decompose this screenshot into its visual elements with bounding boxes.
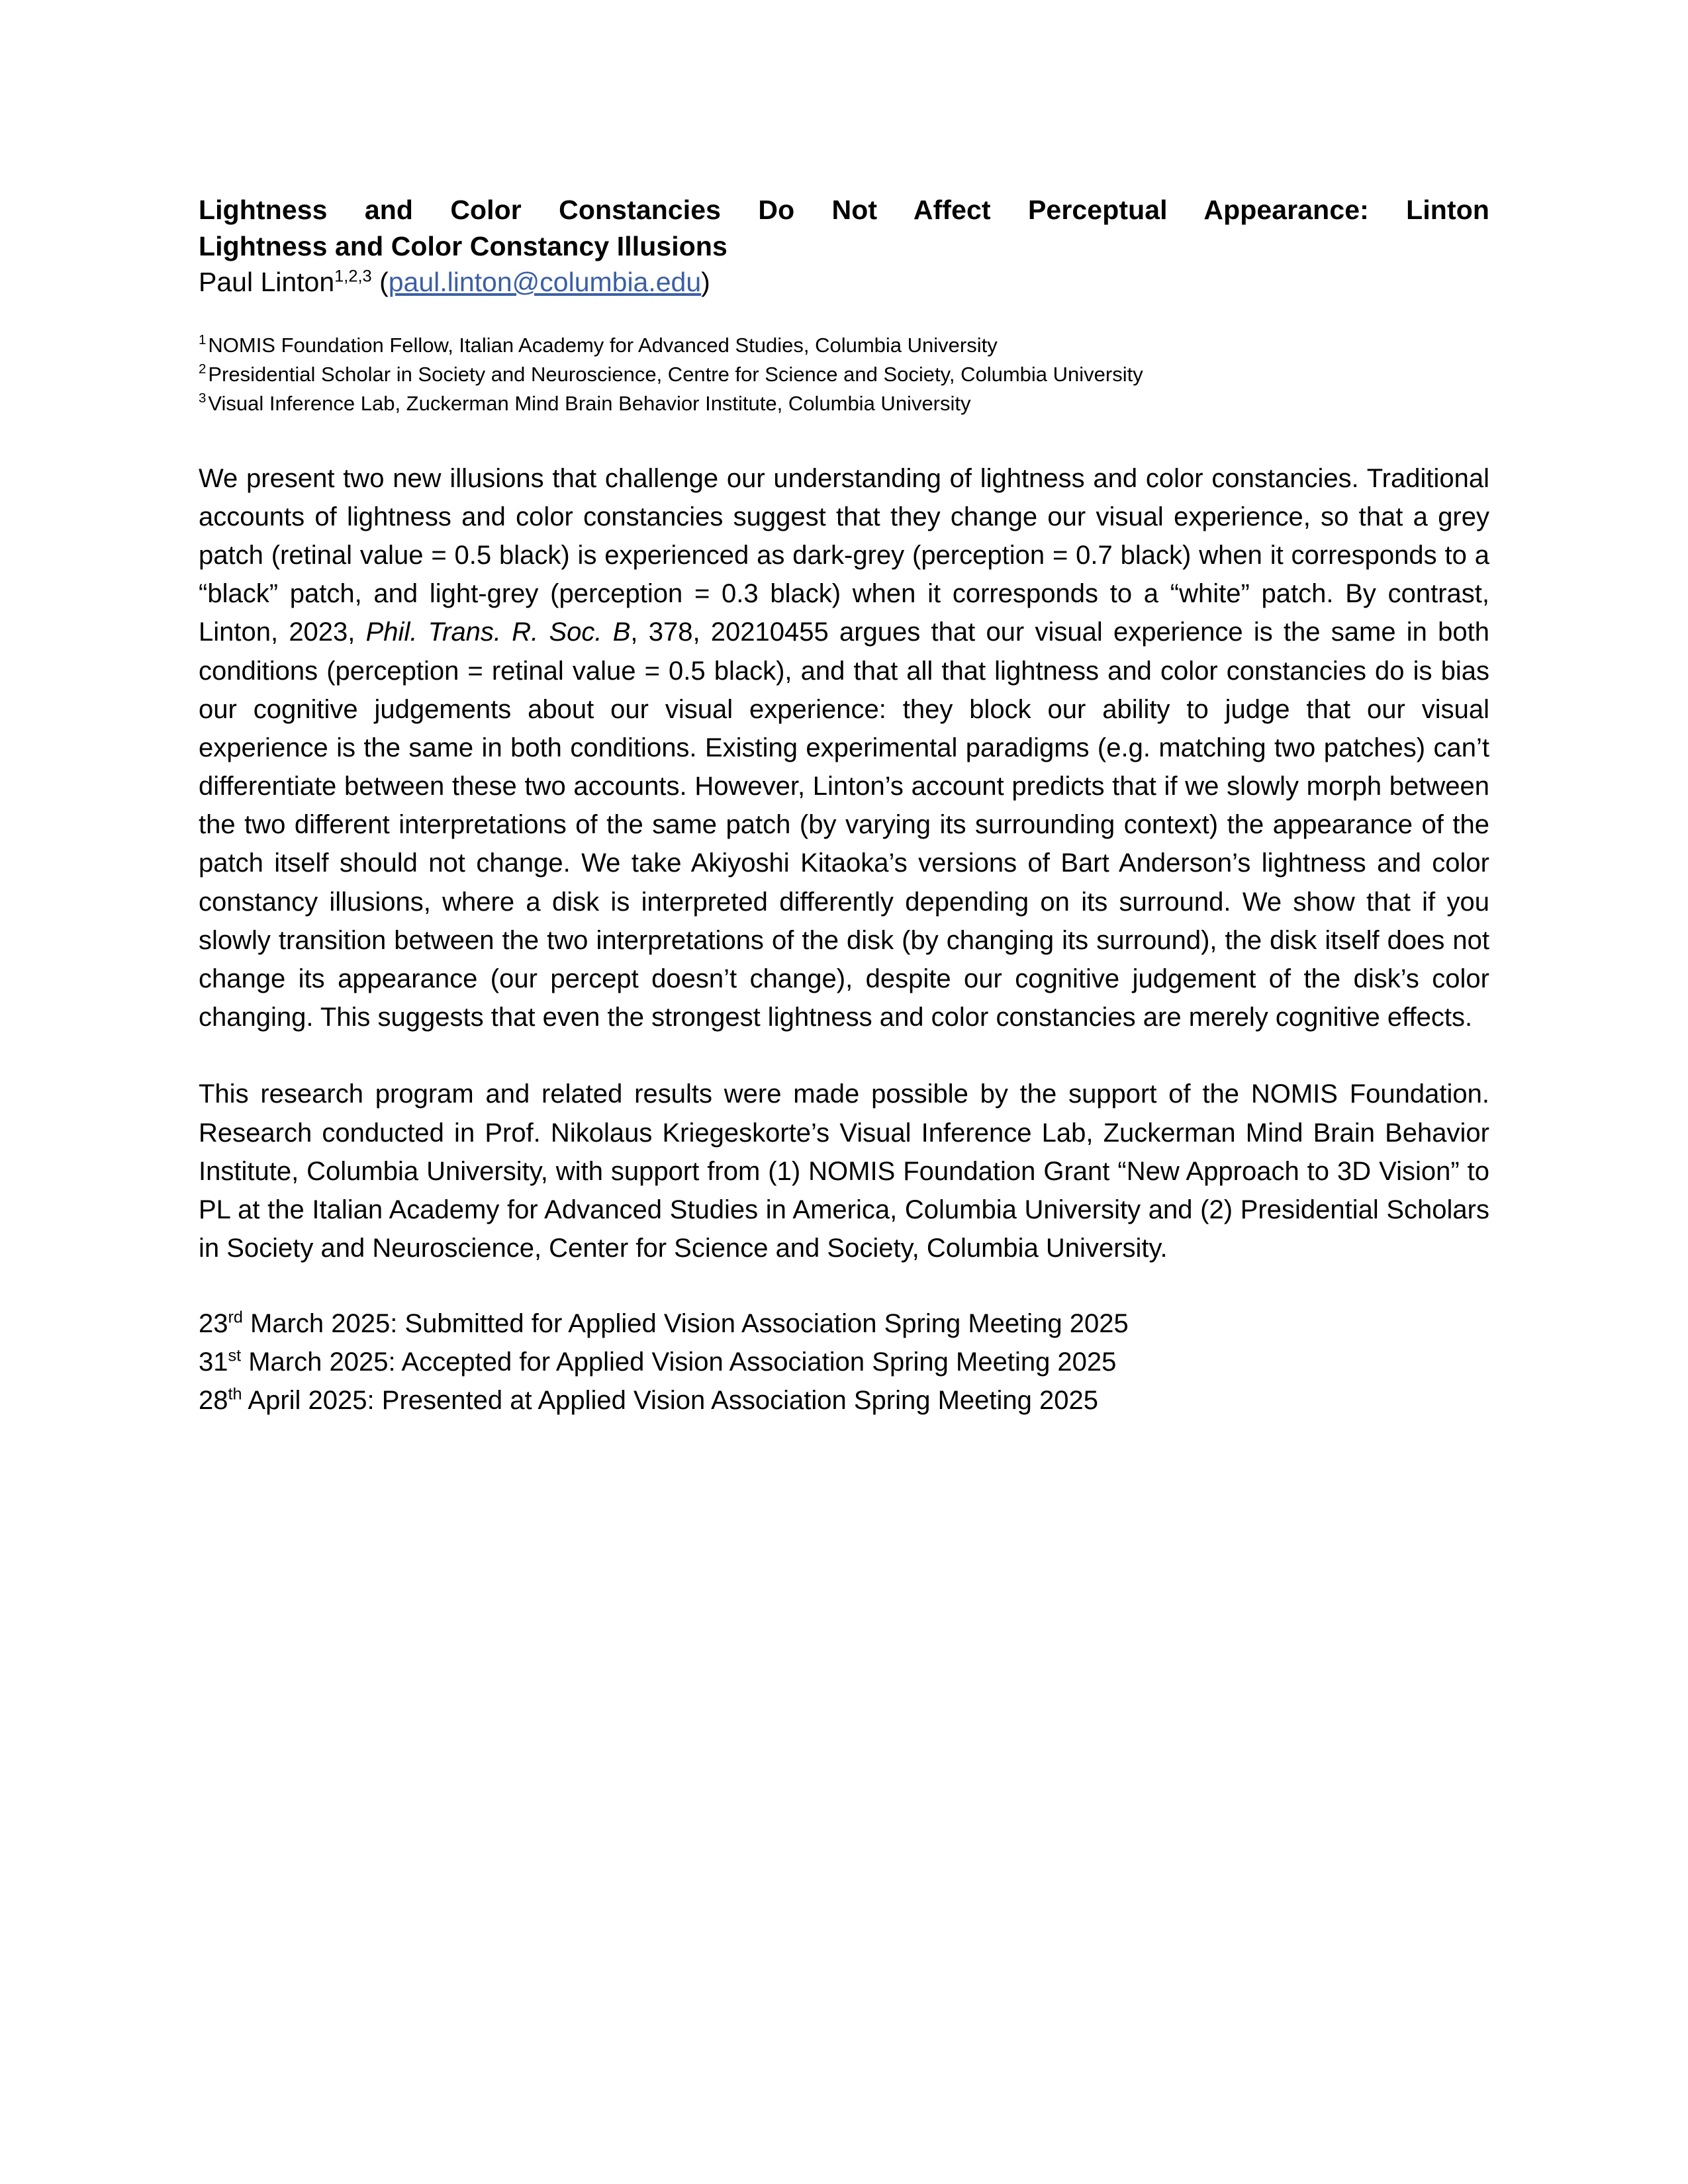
date-rest: March 2025: Accepted for Applied Vision Association Spring Meeting 2025 — [241, 1347, 1117, 1377]
affiliation-text: Presidential Scholar in Society and Neuroscience, Centre for Science and Society, Columbia University — [208, 362, 1143, 386]
dates-block — [199, 1304, 1489, 1420]
date-rest: April 2025: Presented at Applied Vision Association Spring Meeting 2025 — [242, 1386, 1098, 1416]
affiliation-item — [199, 360, 1489, 389]
author-close-paren: ) — [701, 267, 710, 298]
journal-citation-italic: Phil. Trans. R. Soc. B — [365, 617, 631, 647]
date-ordinal: st — [228, 1347, 242, 1366]
acknowledgements-paragraph: This research program and related results were made possible by the support of the NOMIS Foundation. Research conducted in Prof. Nikolaus Kriegeskorte’s Visual Inference Lab, Zuckerman Mind Brain Behavior Institute, Columbia University, with support from (1) NOMIS Foundation Grant “New Approach to 3D Vision” to PL at the Italian Academy for Advanced Studies in America, Columbia University and (2) Presidential Scholars in Society and Neuroscience, Center for Science and Society, Columbia University. — [199, 1079, 1489, 1263]
date-ordinal: th — [228, 1385, 242, 1404]
date-line-accepted — [199, 1343, 1489, 1381]
affiliation-text: Visual Inference Lab, Zuckerman Mind Brain Behavior Institute, Columbia University — [208, 391, 971, 415]
abstract-text-part-1: We present two new illusions that challenge our understanding of lightness and color constancies. Traditional accounts of lightness and color constancies suggest that they change our visual experience, so that a grey patch (retinal value = 0.5 black) is experienced as dark-grey (perception = 0.7 black) when it corresponds to a “black” patch, and light-grey (perception = 0.3 black) when it corresponds to a “white” patch. By contrast, Linton, 2023, — [199, 463, 1489, 647]
affiliations-block — [199, 331, 1489, 418]
affiliation-marker: 1 — [199, 332, 207, 348]
date-day: 31 — [199, 1347, 228, 1377]
title-line-1: Lightness and Color Constancies Do Not Affect Perceptual Appearance: Linton — [199, 195, 1489, 225]
affiliation-text: NOMIS Foundation Fellow, Italian Academy for Advanced Studies, Columbia University — [208, 333, 998, 357]
page-title — [199, 192, 1489, 264]
abstract-paragraph — [199, 459, 1489, 1037]
author-affiliation-markers: 1,2,3 — [334, 267, 372, 286]
date-line-presented — [199, 1381, 1489, 1420]
document-content — [199, 192, 1489, 1420]
author-open-paren: ( — [371, 267, 389, 298]
affiliation-marker: 3 — [199, 390, 207, 406]
affiliation-item — [199, 389, 1489, 418]
date-line-submitted — [199, 1304, 1489, 1343]
author-name: Paul Linton — [199, 267, 335, 298]
author-email-link[interactable]: paul.linton@columbia.edu — [388, 267, 702, 298]
date-ordinal: rd — [228, 1308, 243, 1328]
abstract-block — [199, 459, 1489, 1268]
author-line — [199, 264, 1489, 300]
abstract-text-part-2: , 378, 20210455 argues that our visual experience is the same in both conditions (perception = retinal value = 0.5 black), and that all that lightness and color constancies do is bias our cognitive judgements about our visual experience: they block our ability to judge that our visual experience is the same in both conditions. Existing experimental paradigms (e.g. matching two patches) can’t differentiate between these two accounts. However, Linton’s account predicts that if we slowly morph between the two different interpretations of the same patch (by varying its surrounding context) the appearance of the patch itself should not change. We take Akiyoshi Kitaoka’s versions of Bart Anderson’s lightness and color constancy illusions, where a disk is interpreted differently depending on its surround. We show that if you slowly transition between the two interpretations of the disk (by changing its surround), the disk itself does not change its appearance (our percept doesn’t change), despite our cognitive judgement of the disk’s color changing. This suggests that even the strongest lightness and color constancies are merely cognitive effects. — [199, 617, 1489, 1032]
date-day: 28 — [199, 1386, 228, 1416]
date-day: 23 — [199, 1309, 228, 1339]
affiliation-item — [199, 331, 1489, 360]
title-line-2: Lightness and Color Constancy Illusions — [199, 230, 727, 261]
affiliation-marker: 2 — [199, 361, 207, 377]
date-rest: March 2025: Submitted for Applied Vision Association Spring Meeting 2025 — [242, 1309, 1129, 1339]
